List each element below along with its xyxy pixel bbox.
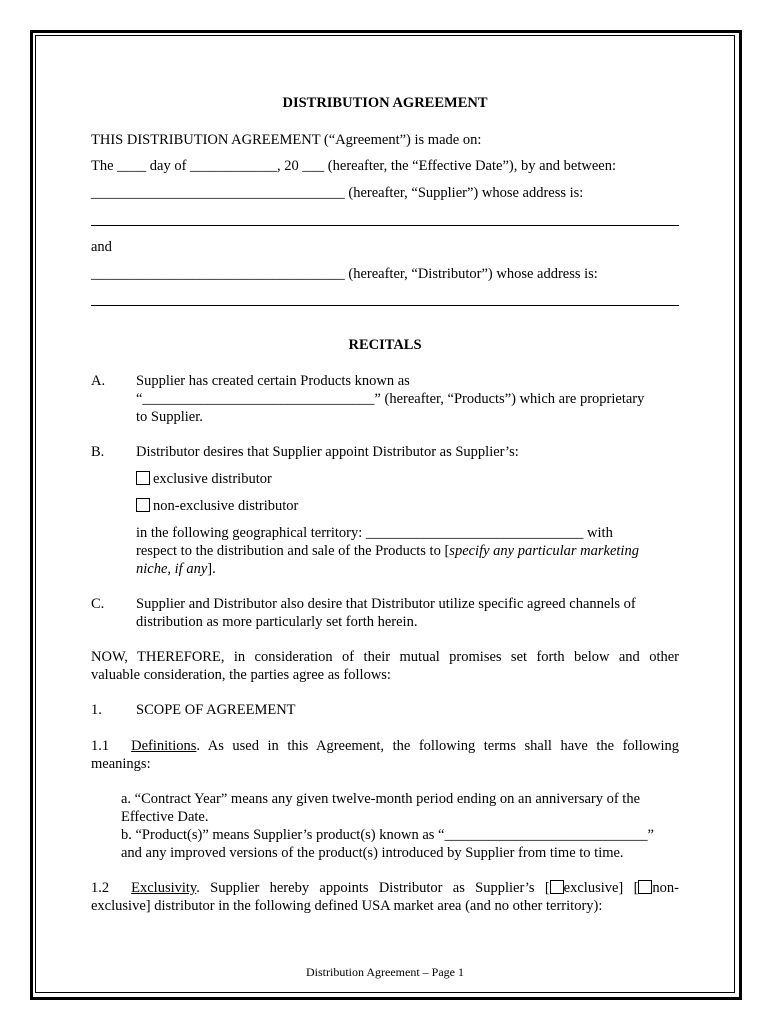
recital-b-line-4 (136, 560, 216, 578)
distributor-line: ___________________________________ (hereafter, “Distributor”) whose address is: (91, 266, 598, 282)
section-1-number: 1. (91, 702, 102, 718)
recital-b-line-2: in the following geographical territory: ______________________________ with (136, 525, 613, 541)
exclusive-checkbox[interactable] (136, 471, 150, 485)
recitals-heading: RECITALS (348, 337, 422, 353)
recital-b-line-4-end: ]. (207, 561, 216, 577)
exclusive-label: exclusive distributor (153, 471, 272, 487)
section-1-2-line-1-rest: . Supplier hereby appoints Distributor as Supplier’s [ (196, 880, 550, 896)
recital-a-line-2: “________________________________” (hereafter, “Products”) which are proprietary (136, 391, 645, 407)
section-1-2-line-2: exclusive] distributor in the following defined USA market area (and no other territory): (91, 898, 603, 914)
exclusive-option-text: exclusive] [ (563, 880, 639, 896)
option-non-exclusive-distributor[interactable] (136, 497, 298, 515)
document-title: DISTRIBUTION AGREEMENT (282, 95, 488, 111)
section-1-1-line-2: meanings: (91, 756, 151, 772)
recital-c-label: C. (91, 596, 105, 612)
recital-c-line-1: Supplier and Distributor also desire that Distributor utilize specific agreed channels of (136, 596, 636, 612)
non-exclusive-option-text: non- (652, 880, 679, 896)
distributor-address-blank (91, 305, 679, 306)
section-1-1-line-1-rest: . As used in this Agreement, the following terms shall have the following (196, 738, 679, 754)
recital-a-label: A. (91, 373, 106, 389)
exclusive-checkbox-1-2[interactable] (550, 880, 564, 894)
now-therefore-line-2: valuable consideration, the parties agree as follows: (91, 667, 391, 683)
section-1-1-line-1 (91, 737, 679, 755)
non-exclusive-checkbox-1-2[interactable] (638, 880, 652, 894)
definition-a-line-1: a. “Contract Year” means any given twelve-month period ending on an anniversary of the (121, 791, 641, 807)
exclusivity-term: Exclusivity (131, 880, 197, 896)
page-footer: Distribution Agreement – Page 1 (306, 965, 464, 979)
recital-c-line-2: distribution as more particularly set forth herein. (136, 614, 418, 630)
recital-a-line-3: to Supplier. (136, 409, 203, 425)
recital-b-line-3-text: respect to the distribution and sale of the Products to [ (136, 543, 450, 559)
intro-line-2: The ____ day of ____________, 20 ___ (hereafter, the “Effective Date”), by and between: (91, 158, 616, 174)
supplier-line: ___________________________________ (hereafter, “Supplier”) whose address is: (91, 185, 584, 201)
section-1-2-line-1 (91, 879, 679, 897)
non-exclusive-label: non-exclusive distributor (153, 498, 299, 514)
recital-b-label: B. (91, 444, 105, 460)
non-exclusive-checkbox[interactable] (136, 498, 150, 512)
section-1-1-number: 1.1 (91, 738, 110, 754)
now-therefore-line-1: NOW, THEREFORE, in consideration of their mutual promises set forth below and other (91, 649, 679, 665)
and-text: and (91, 239, 112, 255)
intro-line-1: THIS DISTRIBUTION AGREEMENT (“Agreement”) is made on: (91, 132, 482, 148)
definitions-term: Definitions (131, 738, 197, 754)
definition-b-line-2: and any improved versions of the product(s) introduced by Supplier from time to time. (121, 845, 624, 861)
definition-b-line-1: b. “Product(s)” means Supplier’s product(s) known as “____________________________” (121, 827, 654, 843)
recital-a-line-1: Supplier has created certain Products known as (136, 373, 410, 389)
option-exclusive-distributor[interactable] (136, 470, 272, 488)
recital-b-line-4-italic: niche, if any (136, 561, 208, 577)
recital-b-line-3-italic: specify any particular marketing (449, 543, 639, 559)
section-1-2-text (131, 879, 679, 897)
supplier-address-blank (91, 225, 679, 226)
recital-b-line-3 (136, 542, 639, 560)
definition-a-line-2: Effective Date. (121, 809, 209, 825)
recital-b-line-1: Distributor desires that Supplier appoint Distributor as Supplier’s: (136, 444, 519, 460)
section-1-2-number: 1.2 (91, 880, 110, 896)
section-1-heading: SCOPE OF AGREEMENT (136, 702, 296, 718)
section-1-1-text (131, 737, 679, 755)
